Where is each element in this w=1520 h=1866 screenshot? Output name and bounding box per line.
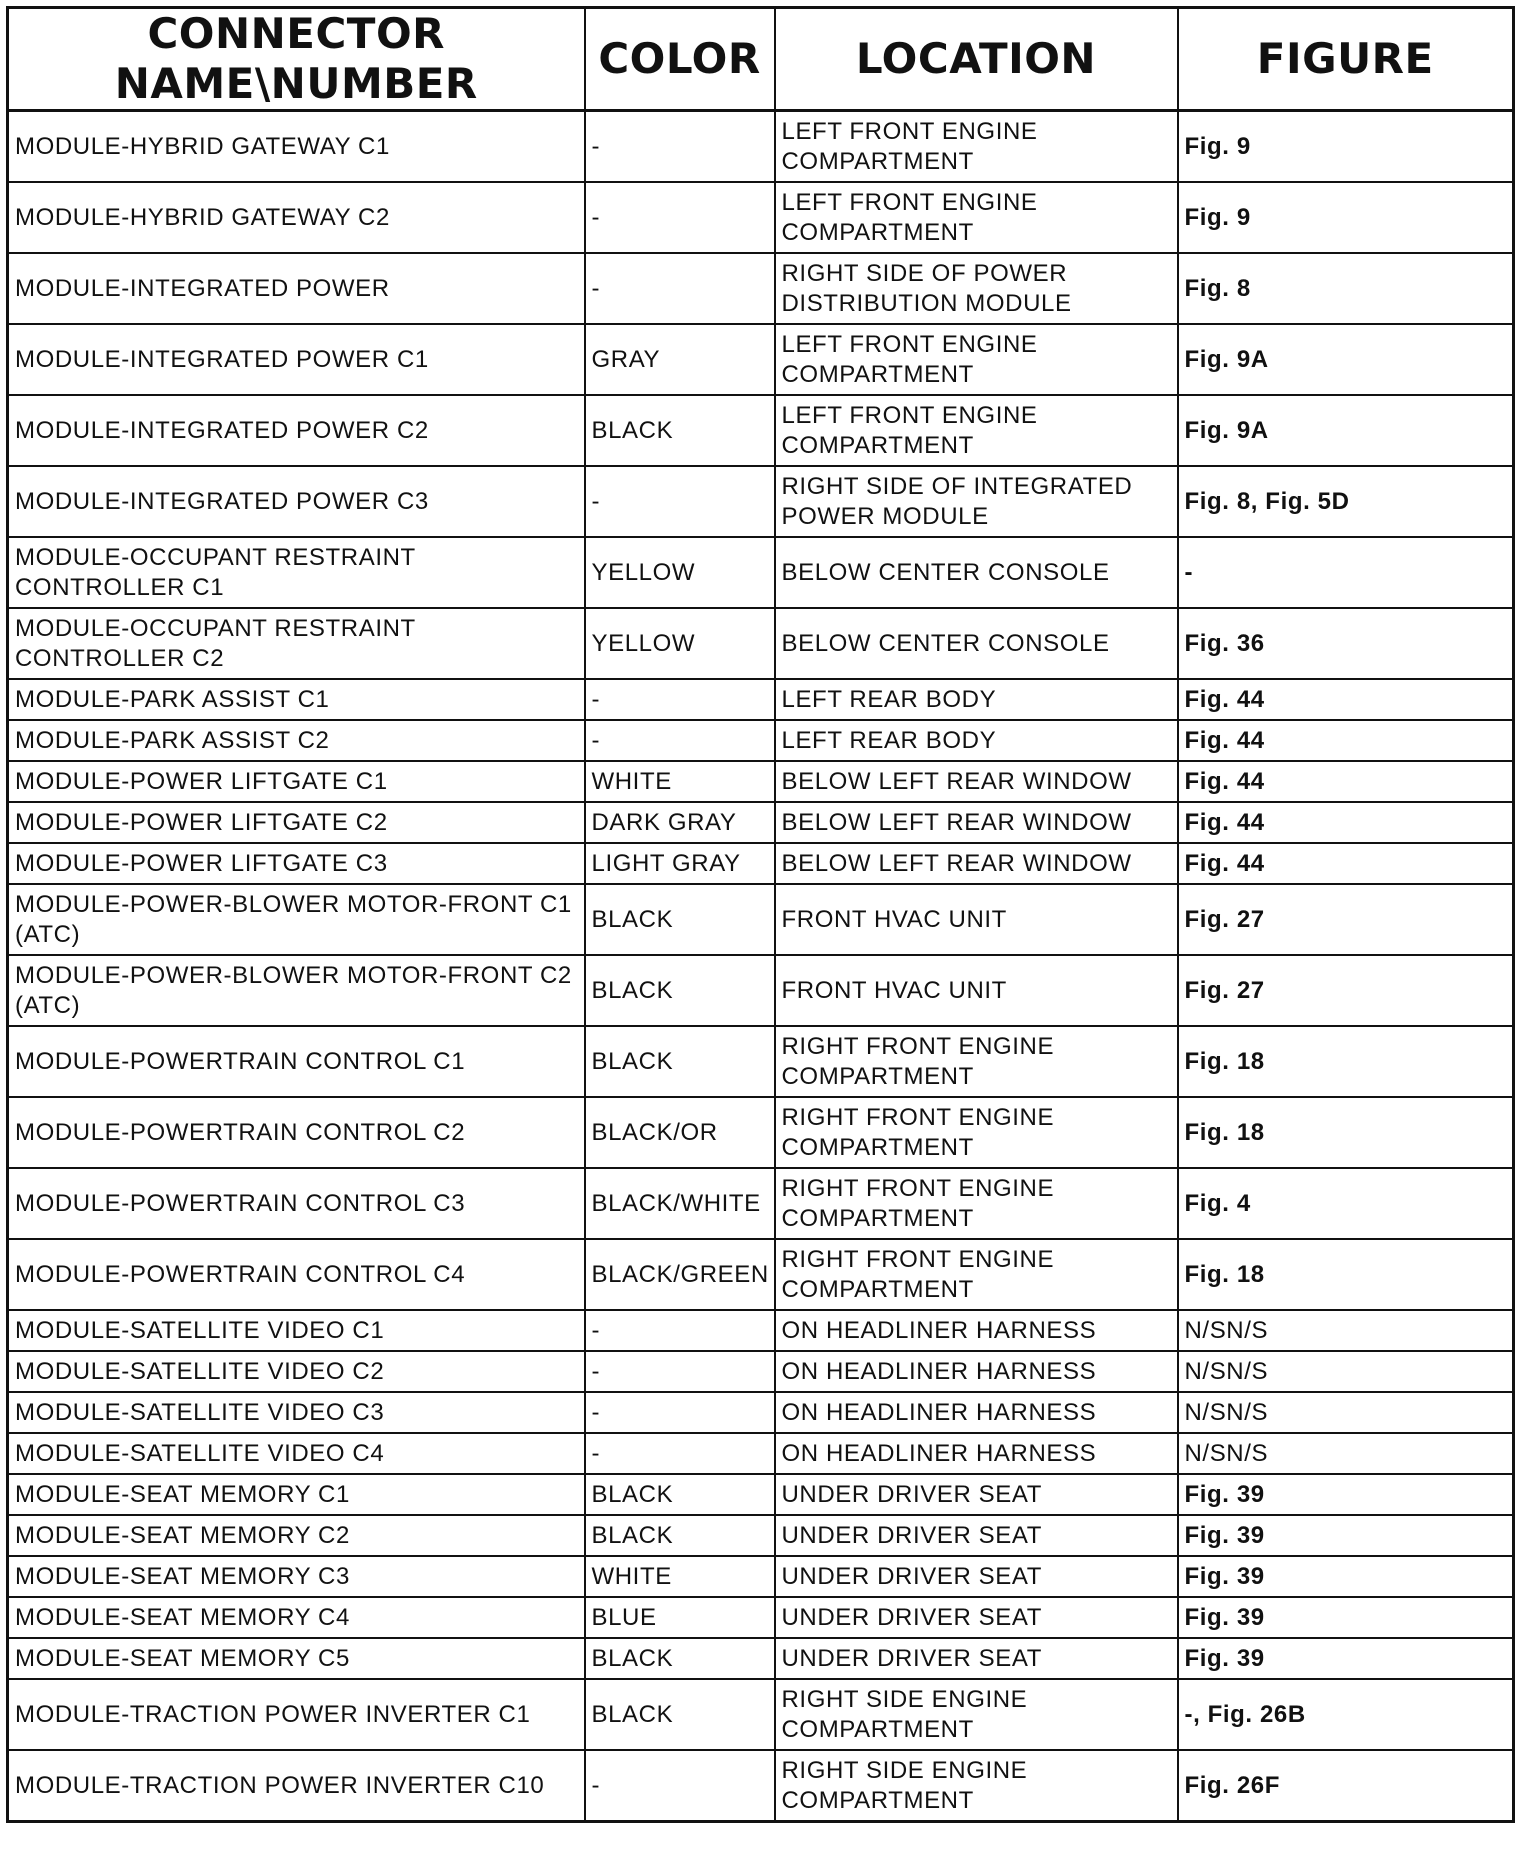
table-row: [8, 537, 1514, 608]
location-cell-text: RIGHT FRONT ENGINE COMPARTMENT: [781, 1245, 1055, 1303]
figure-cell-text: N/SN/S: [1184, 1398, 1269, 1426]
figure-cell: [1178, 1474, 1514, 1515]
figure-cell: [1178, 1638, 1514, 1679]
figure-cell: [1178, 1750, 1514, 1822]
location-cell-text: LEFT REAR BODY: [781, 685, 997, 713]
location-cell: [775, 884, 1178, 955]
connector-name-cell: [8, 466, 585, 537]
color-cell-text: -: [591, 726, 601, 754]
figure-cell-text: Fig. 8: [1184, 274, 1251, 302]
figure-cell: [1178, 1679, 1514, 1750]
color-cell-text: BLACK: [591, 905, 674, 933]
color-cell: [585, 1750, 775, 1822]
figure-cell-text: Fig. 9A: [1184, 416, 1269, 444]
color-cell: [585, 395, 775, 466]
connector-name-cell: [8, 1026, 585, 1097]
figure-cell-text: Fig. 18: [1184, 1047, 1265, 1075]
table-row: [8, 1679, 1514, 1750]
location-cell-text: BELOW LEFT REAR WINDOW: [781, 808, 1132, 836]
figure-cell: [1178, 1097, 1514, 1168]
connector-name-cell-text: MODULE-POWERTRAIN CONTROL C1: [15, 1047, 466, 1075]
color-cell: [585, 955, 775, 1026]
color-cell: [585, 1433, 775, 1474]
location-cell: [775, 1638, 1178, 1679]
location-cell-text: UNDER DRIVER SEAT: [781, 1562, 1042, 1590]
location-cell: [775, 1351, 1178, 1392]
figure-cell-text: Fig. 18: [1184, 1118, 1265, 1146]
color-cell-text: BLACK: [591, 1480, 674, 1508]
figure-cell-text: N/SN/S: [1184, 1316, 1269, 1344]
location-cell: [775, 466, 1178, 537]
location-cell: [775, 608, 1178, 679]
connector-name-cell-text: MODULE-PARK ASSIST C2: [15, 726, 330, 754]
color-cell-text: -: [591, 1771, 601, 1799]
color-cell: [585, 1474, 775, 1515]
connector-name-cell-text: MODULE-INTEGRATED POWER C2: [15, 416, 429, 444]
figure-cell: [1178, 1168, 1514, 1239]
figure-cell-text: -: [1184, 558, 1194, 586]
location-cell-text: RIGHT FRONT ENGINE COMPARTMENT: [781, 1174, 1055, 1232]
color-cell-text: BLUE: [591, 1603, 657, 1631]
location-cell: [775, 679, 1178, 720]
location-cell-text: BELOW CENTER CONSOLE: [781, 629, 1110, 657]
figure-cell: [1178, 1351, 1514, 1392]
color-cell-text: -: [591, 1439, 601, 1467]
table-row: [8, 1351, 1514, 1392]
color-cell-text: -: [591, 203, 601, 231]
connector-name-cell: [8, 537, 585, 608]
color-cell: [585, 1310, 775, 1351]
location-cell: [775, 1168, 1178, 1239]
connector-name-cell-text: MODULE-POWER LIFTGATE C1: [15, 767, 388, 795]
location-cell-text: ON HEADLINER HARNESS: [781, 1357, 1097, 1385]
table-row: [8, 679, 1514, 720]
color-cell-text: YELLOW: [591, 629, 696, 657]
table-row: [8, 720, 1514, 761]
location-cell-text: RIGHT SIDE OF INTEGRATED POWER MODULE: [781, 472, 1133, 530]
location-cell: [775, 1097, 1178, 1168]
table-row: [8, 884, 1514, 955]
table-row: [8, 253, 1514, 324]
table-row: [8, 1168, 1514, 1239]
color-cell-text: BLACK: [591, 1521, 674, 1549]
connector-name-cell: [8, 1679, 585, 1750]
table-row: [8, 761, 1514, 802]
figure-cell: [1178, 324, 1514, 395]
location-cell: [775, 324, 1178, 395]
table-row: [8, 182, 1514, 253]
connector-name-cell: [8, 1351, 585, 1392]
color-cell: [585, 1026, 775, 1097]
color-cell: [585, 324, 775, 395]
connector-name-cell: [8, 720, 585, 761]
table-row: [8, 1026, 1514, 1097]
location-cell: [775, 955, 1178, 1026]
table-row: [8, 1597, 1514, 1638]
color-cell: [585, 1351, 775, 1392]
table-row: [8, 1310, 1514, 1351]
connector-name-cell-text: MODULE-OCCUPANT RESTRAINT CONTROLLER C2: [15, 614, 416, 672]
location-cell-text: UNDER DRIVER SEAT: [781, 1480, 1042, 1508]
figure-cell: [1178, 1515, 1514, 1556]
connector-name-cell-text: MODULE-POWERTRAIN CONTROL C4: [15, 1260, 466, 1288]
color-cell-text: LIGHT GRAY: [591, 849, 741, 877]
figure-cell-text: N/SN/S: [1184, 1439, 1269, 1467]
table-row: [8, 802, 1514, 843]
figure-cell: [1178, 1310, 1514, 1351]
location-cell-text: LEFT REAR BODY: [781, 726, 997, 754]
connector-name-cell-text: MODULE-SATELLITE VIDEO C3: [15, 1398, 385, 1426]
color-cell: [585, 679, 775, 720]
location-cell-text: BELOW CENTER CONSOLE: [781, 558, 1110, 586]
table-body: [8, 111, 1514, 1822]
location-cell: [775, 1597, 1178, 1638]
table-row: [8, 1474, 1514, 1515]
location-cell-text: LEFT FRONT ENGINE COMPARTMENT: [781, 188, 1038, 246]
figure-cell: [1178, 466, 1514, 537]
figure-cell-text: Fig. 39: [1184, 1521, 1265, 1549]
location-cell-text: BELOW LEFT REAR WINDOW: [781, 849, 1132, 877]
table-row: [8, 843, 1514, 884]
figure-cell-text: Fig. 44: [1184, 808, 1265, 836]
figure-cell: [1178, 1556, 1514, 1597]
table-row: [8, 955, 1514, 1026]
color-cell: [585, 466, 775, 537]
location-cell-text: UNDER DRIVER SEAT: [781, 1644, 1042, 1672]
header-row: [8, 8, 1514, 111]
color-cell: [585, 111, 775, 183]
connector-name-cell: [8, 1474, 585, 1515]
table-row: [8, 1392, 1514, 1433]
location-cell: [775, 1026, 1178, 1097]
color-cell-text: GRAY: [591, 345, 661, 373]
connector-name-cell-text: MODULE-SEAT MEMORY C3: [15, 1562, 350, 1590]
connector-name-cell: [8, 1239, 585, 1310]
color-cell-text: -: [591, 132, 601, 160]
connector-name-cell: [8, 395, 585, 466]
color-cell-text: BLACK/GREEN: [591, 1260, 769, 1288]
connector-name-cell: [8, 1556, 585, 1597]
location-cell-text: LEFT FRONT ENGINE COMPARTMENT: [781, 401, 1038, 459]
location-cell: [775, 1679, 1178, 1750]
figure-cell-text: Fig. 39: [1184, 1603, 1265, 1631]
figure-cell: [1178, 1597, 1514, 1638]
connector-name-cell: [8, 1515, 585, 1556]
table-row: [8, 1556, 1514, 1597]
figure-cell-text: Fig. 27: [1184, 976, 1265, 1004]
location-cell: [775, 1239, 1178, 1310]
color-cell-text: -: [591, 274, 601, 302]
connector-name-cell: [8, 1750, 585, 1822]
table-row: [8, 1750, 1514, 1822]
location-cell: [775, 111, 1178, 183]
figure-cell-text: Fig. 27: [1184, 905, 1265, 933]
location-cell: [775, 761, 1178, 802]
color-cell-text: BLACK: [591, 416, 674, 444]
color-cell: [585, 1679, 775, 1750]
location-cell-text: ON HEADLINER HARNESS: [781, 1439, 1097, 1467]
location-cell-text: RIGHT SIDE OF POWER DISTRIBUTION MODULE: [781, 259, 1072, 317]
figure-cell: [1178, 802, 1514, 843]
table-row: [8, 1433, 1514, 1474]
figure-cell-text: Fig. 9A: [1184, 345, 1269, 373]
connector-name-cell-text: MODULE-SATELLITE VIDEO C2: [15, 1357, 385, 1385]
figure-cell: [1178, 761, 1514, 802]
connector-name-cell-text: MODULE-OCCUPANT RESTRAINT CONTROLLER C1: [15, 543, 416, 601]
color-cell-text: YELLOW: [591, 558, 696, 586]
location-cell-text: UNDER DRIVER SEAT: [781, 1521, 1042, 1549]
color-cell-text: BLACK: [591, 1700, 674, 1728]
connector-table: [6, 6, 1515, 1823]
color-cell-text: -: [591, 487, 601, 515]
connector-name-cell: [8, 182, 585, 253]
location-cell: [775, 843, 1178, 884]
connector-name-cell: [8, 761, 585, 802]
figure-cell: [1178, 537, 1514, 608]
connector-name-cell: [8, 955, 585, 1026]
table-row: [8, 1515, 1514, 1556]
color-cell: [585, 182, 775, 253]
location-cell-text: RIGHT FRONT ENGINE COMPARTMENT: [781, 1032, 1055, 1090]
figure-cell-text: Fig. 44: [1184, 767, 1265, 795]
figure-cell-text: Fig. 39: [1184, 1644, 1265, 1672]
figure-cell: [1178, 111, 1514, 183]
color-cell: [585, 537, 775, 608]
location-cell: [775, 537, 1178, 608]
table-row: [8, 1097, 1514, 1168]
color-cell: [585, 1597, 775, 1638]
color-cell-text: WHITE: [591, 767, 672, 795]
connector-name-cell-text: MODULE-SEAT MEMORY C4: [15, 1603, 350, 1631]
header-figure: FIGURE: [1178, 8, 1514, 111]
connector-name-cell-text: MODULE-SEAT MEMORY C2: [15, 1521, 350, 1549]
location-cell: [775, 1392, 1178, 1433]
location-cell-text: UNDER DRIVER SEAT: [781, 1603, 1042, 1631]
connector-name-cell-text: MODULE-SEAT MEMORY C5: [15, 1644, 350, 1672]
connector-name-cell-text: MODULE-PARK ASSIST C1: [15, 685, 330, 713]
connector-name-cell-text: MODULE-SEAT MEMORY C1: [15, 1480, 350, 1508]
location-cell: [775, 1515, 1178, 1556]
header-color: COLOR: [585, 8, 775, 111]
location-cell: [775, 1750, 1178, 1822]
location-cell: [775, 720, 1178, 761]
figure-cell-text: Fig. 44: [1184, 685, 1265, 713]
location-cell-text: RIGHT FRONT ENGINE COMPARTMENT: [781, 1103, 1055, 1161]
connector-name-cell: [8, 884, 585, 955]
figure-cell: [1178, 720, 1514, 761]
location-cell-text: ON HEADLINER HARNESS: [781, 1398, 1097, 1426]
figure-cell: [1178, 1239, 1514, 1310]
color-cell-text: BLACK/WHITE: [591, 1189, 761, 1217]
header-location: LOCATION: [775, 8, 1178, 111]
table-row: [8, 1638, 1514, 1679]
header-connector-name-line1: CONNECTOR: [147, 9, 446, 58]
figure-cell-text: Fig. 39: [1184, 1562, 1265, 1590]
header-connector-name-line2: NAME\NUMBER: [114, 59, 478, 108]
figure-cell: [1178, 395, 1514, 466]
figure-cell-text: Fig. 44: [1184, 726, 1265, 754]
connector-name-cell: [8, 1168, 585, 1239]
figure-cell-text: -, Fig. 26B: [1184, 1700, 1306, 1728]
connector-name-cell: [8, 1392, 585, 1433]
figure-cell: [1178, 679, 1514, 720]
connector-name-cell-text: MODULE-TRACTION POWER INVERTER C1: [15, 1700, 531, 1728]
color-cell: [585, 608, 775, 679]
table-row: [8, 466, 1514, 537]
color-cell-text: BLACK: [591, 1644, 674, 1672]
figure-cell-text: Fig. 8, Fig. 5D: [1184, 487, 1350, 515]
figure-cell-text: Fig. 9: [1184, 203, 1251, 231]
color-cell: [585, 1168, 775, 1239]
connector-name-cell: [8, 802, 585, 843]
connector-name-cell: [8, 1097, 585, 1168]
color-cell: [585, 1515, 775, 1556]
figure-cell: [1178, 955, 1514, 1026]
connector-name-cell-text: MODULE-HYBRID GATEWAY C2: [15, 203, 390, 231]
connector-name-cell-text: MODULE-INTEGRATED POWER: [15, 274, 390, 302]
connector-name-cell-text: MODULE-SATELLITE VIDEO C4: [15, 1439, 385, 1467]
color-cell: [585, 1097, 775, 1168]
connector-name-cell-text: MODULE-INTEGRATED POWER C1: [15, 345, 429, 373]
figure-cell: [1178, 884, 1514, 955]
location-cell: [775, 1556, 1178, 1597]
connector-name-cell: [8, 608, 585, 679]
figure-cell: [1178, 182, 1514, 253]
figure-cell-text: Fig. 4: [1184, 1189, 1251, 1217]
figure-cell: [1178, 1392, 1514, 1433]
table-row: [8, 111, 1514, 183]
color-cell-text: BLACK/OR: [591, 1118, 718, 1146]
connector-name-cell: [8, 111, 585, 183]
location-cell: [775, 1474, 1178, 1515]
figure-cell: [1178, 843, 1514, 884]
figure-cell-text: Fig. 44: [1184, 849, 1265, 877]
figure-cell-text: Fig. 39: [1184, 1480, 1265, 1508]
color-cell: [585, 802, 775, 843]
color-cell: [585, 1638, 775, 1679]
location-cell-text: ON HEADLINER HARNESS: [781, 1316, 1097, 1344]
figure-cell-text: Fig. 36: [1184, 629, 1265, 657]
table-row: [8, 324, 1514, 395]
table-row: [8, 608, 1514, 679]
connector-name-cell: [8, 679, 585, 720]
color-cell-text: DARK GRAY: [591, 808, 737, 836]
color-cell: [585, 1239, 775, 1310]
location-cell-text: RIGHT SIDE ENGINE COMPARTMENT: [781, 1756, 1028, 1814]
connector-name-cell: [8, 1638, 585, 1679]
figure-cell-text: Fig. 9: [1184, 132, 1251, 160]
connector-name-cell: [8, 324, 585, 395]
connector-name-cell-text: MODULE-HYBRID GATEWAY C1: [15, 132, 390, 160]
location-cell-text: RIGHT SIDE ENGINE COMPARTMENT: [781, 1685, 1028, 1743]
figure-cell-text: N/SN/S: [1184, 1357, 1269, 1385]
connector-name-cell: [8, 843, 585, 884]
color-cell: [585, 1556, 775, 1597]
connector-name-cell-text: MODULE-POWER-BLOWER MOTOR-FRONT C1 (ATC): [15, 890, 572, 948]
connector-name-cell: [8, 1597, 585, 1638]
location-cell-text: LEFT FRONT ENGINE COMPARTMENT: [781, 117, 1038, 175]
color-cell: [585, 884, 775, 955]
figure-cell: [1178, 1433, 1514, 1474]
color-cell: [585, 720, 775, 761]
table-row: [8, 395, 1514, 466]
location-cell-text: FRONT HVAC UNIT: [781, 905, 1007, 933]
connector-name-cell-text: MODULE-POWER LIFTGATE C3: [15, 849, 388, 877]
color-cell-text: -: [591, 1357, 601, 1385]
table-row: [8, 1239, 1514, 1310]
color-cell-text: -: [591, 1316, 601, 1344]
color-cell: [585, 253, 775, 324]
figure-cell: [1178, 253, 1514, 324]
color-cell: [585, 1392, 775, 1433]
location-cell: [775, 182, 1178, 253]
location-cell-text: FRONT HVAC UNIT: [781, 976, 1007, 1004]
location-cell: [775, 1310, 1178, 1351]
figure-cell-text: Fig. 26F: [1184, 1771, 1280, 1799]
location-cell: [775, 253, 1178, 324]
color-cell-text: -: [591, 1398, 601, 1426]
connector-name-cell-text: MODULE-TRACTION POWER INVERTER C10: [15, 1771, 545, 1799]
color-cell: [585, 843, 775, 884]
figure-cell: [1178, 608, 1514, 679]
location-cell-text: BELOW LEFT REAR WINDOW: [781, 767, 1132, 795]
location-cell: [775, 802, 1178, 843]
figure-cell: [1178, 1026, 1514, 1097]
connector-name-cell-text: MODULE-POWERTRAIN CONTROL C3: [15, 1189, 466, 1217]
connector-name-cell-text: MODULE-POWERTRAIN CONTROL C2: [15, 1118, 466, 1146]
header-connector-name: [8, 8, 585, 111]
color-cell-text: BLACK: [591, 1047, 674, 1075]
location-cell: [775, 1433, 1178, 1474]
connector-name-cell: [8, 1310, 585, 1351]
connector-name-cell-text: MODULE-POWER LIFTGATE C2: [15, 808, 388, 836]
color-cell: [585, 761, 775, 802]
connector-name-cell: [8, 1433, 585, 1474]
connector-name-cell: [8, 253, 585, 324]
color-cell-text: -: [591, 685, 601, 713]
figure-cell-text: Fig. 18: [1184, 1260, 1265, 1288]
color-cell-text: BLACK: [591, 976, 674, 1004]
connector-name-cell-text: MODULE-INTEGRATED POWER C3: [15, 487, 429, 515]
location-cell: [775, 395, 1178, 466]
connector-name-cell-text: MODULE-SATELLITE VIDEO C1: [15, 1316, 385, 1344]
location-cell-text: LEFT FRONT ENGINE COMPARTMENT: [781, 330, 1038, 388]
connector-name-cell-text: MODULE-POWER-BLOWER MOTOR-FRONT C2 (ATC): [15, 961, 572, 1019]
color-cell-text: WHITE: [591, 1562, 672, 1590]
